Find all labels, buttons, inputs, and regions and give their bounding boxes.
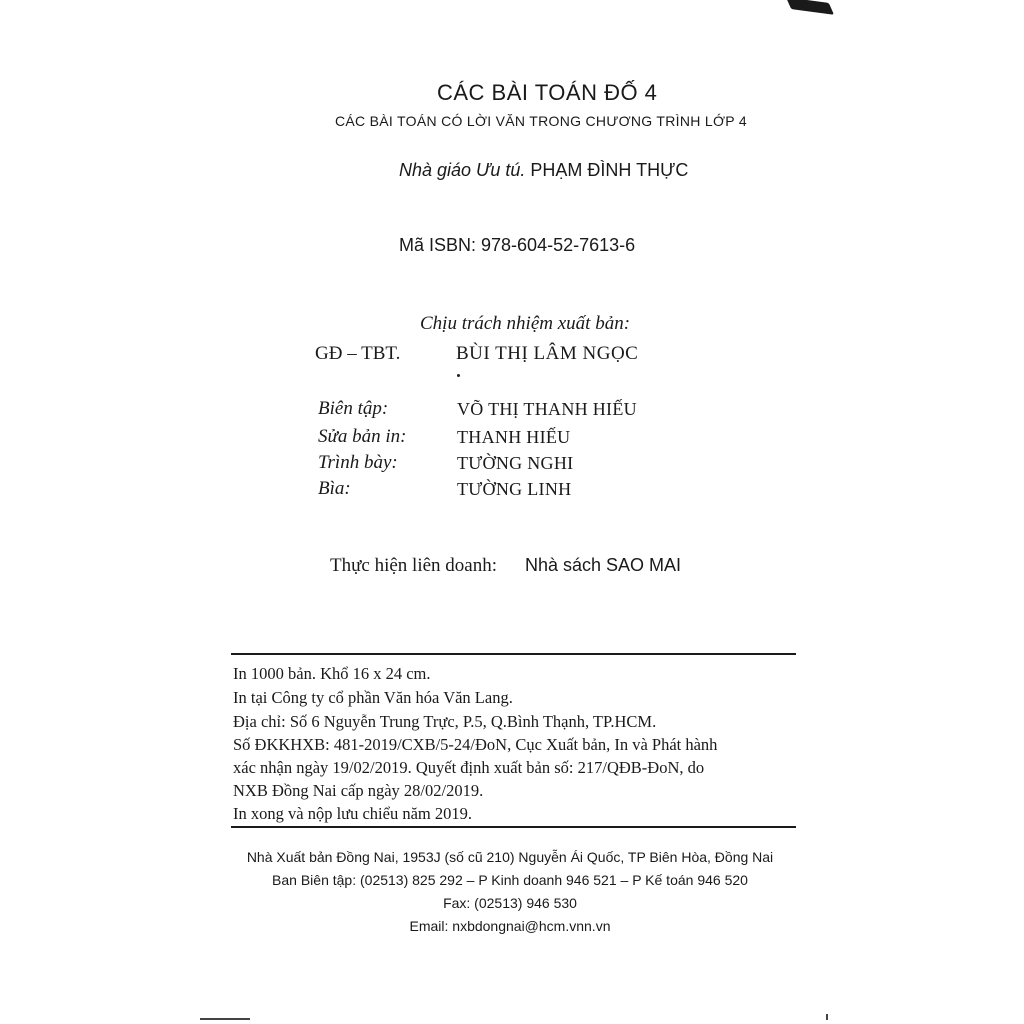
printing-info-line: xác nhận ngày 19/02/2019. Quyết định xuất bản số: 217/QĐB-ĐoN, do (233, 758, 705, 777)
divider-top (231, 653, 796, 655)
staff-role-cover: Bìa: (318, 478, 351, 499)
staff-name-cover: TƯỜNG LINH (457, 479, 572, 499)
isbn: Mã ISBN: 978-604-52-7613-6 (399, 235, 636, 255)
staff-role-layout: Trình bày: (318, 452, 398, 473)
stray-dot (457, 374, 460, 377)
scan-edge-mark-left (200, 1018, 250, 1020)
director-name: BÙI THỊ LÂM NGỌC (456, 343, 639, 364)
staff-name-layout: TƯỜNG NGHI (457, 453, 574, 473)
scan-edge-mark-right (826, 1014, 828, 1020)
printing-info-line: In tại Công ty cổ phần Văn hóa Văn Lang. (233, 688, 513, 707)
joint-venture-label: Thực hiện liên doanh: (330, 555, 498, 576)
book-subtitle: CÁC BÀI TOÁN CÓ LỜI VĂN TRONG CHƯƠNG TRÌNH LỚP 4 (335, 113, 747, 129)
responsibility-heading: Chịu trách nhiệm xuất bản: (420, 313, 631, 334)
publisher-info (200, 846, 820, 938)
printing-info-line: NXB Đồng Nai cấp ngày 28/02/2019. (233, 781, 484, 800)
joint-venture-value: Nhà sách SAO MAI (525, 555, 682, 575)
publisher-email: Email: nxbdongnai@hcm.vnn.vn (409, 918, 611, 934)
author-line (399, 160, 688, 181)
publisher-address: Nhà Xuất bản Đồng Nai, 1953J (số cũ 210) Nguyễn Ái Quốc, TP Biên Hòa, Đồng Nai (246, 849, 774, 865)
staff-name-editor: VÕ THỊ THANH HIẾU (457, 399, 637, 419)
printing-info-line: In 1000 bản. Khổ 16 x 24 cm. (233, 664, 431, 683)
printing-info-line: In xong và nộp lưu chiểu năm 2019. (233, 804, 472, 823)
publisher-fax: Fax: (02513) 946 530 (443, 895, 577, 911)
author-role: Nhà giáo Ưu tú. (399, 160, 526, 180)
staff-name-proofreader: THANH HIẾU (457, 427, 571, 447)
divider-bottom (231, 826, 796, 828)
staff-role-proofreader: Sửa bản in: (318, 426, 407, 447)
publisher-phones: Ban Biên tập: (02513) 825 292 – P Kinh doanh 946 521 – P Kế toán 946 520 (272, 872, 748, 888)
printing-info-line: Địa chỉ: Số 6 Nguyễn Trung Trực, P.5, Q.Bình Thạnh, TP.HCM. (233, 712, 657, 731)
director-role: GĐ – TBT. (315, 343, 401, 364)
author-name: PHẠM ĐÌNH THỰC (530, 160, 689, 180)
scan-corner-mark (786, 0, 834, 15)
printing-info-line: Số ĐKKHXB: 481-2019/CXB/5-24/ĐoN, Cục Xuất bản, In và Phát hành (233, 735, 718, 754)
staff-role-editor: Biên tập: (318, 398, 389, 419)
book-title: CÁC BÀI TOÁN ĐỐ 4 (437, 80, 658, 105)
